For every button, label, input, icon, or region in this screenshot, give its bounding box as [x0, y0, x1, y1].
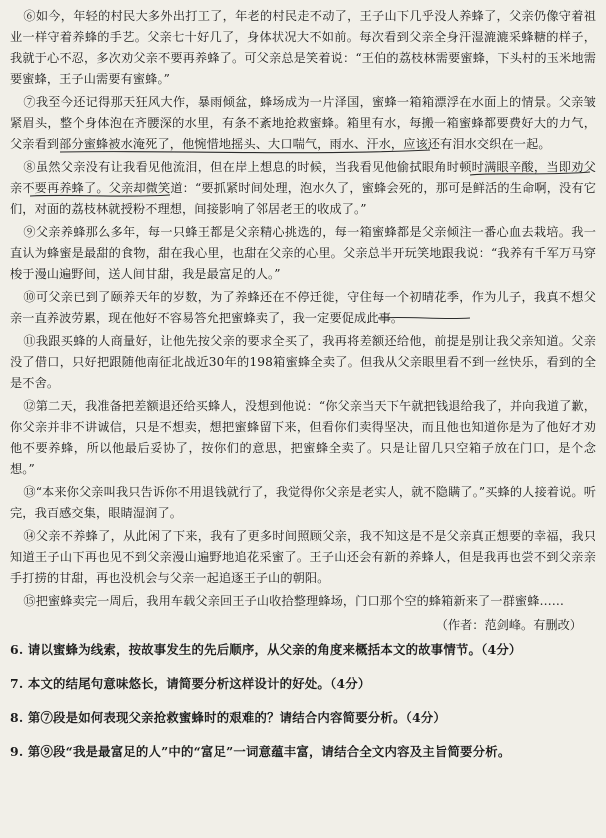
question-8: 8. 第⑦段是如何表现父亲抢救蜜蜂时的艰难的？请结合内容简要分析。（4分） — [10, 710, 446, 725]
paragraph-11: ⑪我跟买蜂的人商量好，让他先按父亲的要求全买了，我再将差额还给他，前提是别让我父亲知道。父亲没了借口，只好把跟随他南征北战近30年的198箱蜜蜂全卖了。但我从父亲眼里看不到一丝快乐，看到的全是不舍。 — [10, 334, 596, 390]
question-9: 9. 第⑨段“我是最富足的人”中的“富足”一词意蕴丰富，请结合全文内容及主旨简要分析。 — [10, 744, 511, 759]
question-6: 6. 请以蜜蜂为线索，按故事发生的先后顺序，从父亲的角度来概括本文的故事情节。（4分） — [10, 642, 522, 657]
paragraph-15: ⑮把蜜蜂卖完一周后，我用车载父亲回王子山收拾整理蜂场，门口那个空的蜂箱新来了一群蜜蜂…… — [23, 594, 565, 608]
reading-passage — [10, 6, 596, 636]
question-7: 7. 本文的结尾句意味悠长，请简要分析这样设计的好处。（4分） — [10, 676, 371, 691]
paragraph-9: ⑨父亲养蜂那么多年，每一只蜂王都是父亲精心挑选的，每一箱蜜蜂都是父亲倾注一番心血去栽培。我一直认为蜂蜜是最甜的食物，甜在我心里，也甜在父亲的心里。父亲总半开玩笑地跟我说：“我养有千军万马穿梭于漫山遍野间，送人间甘甜，我是最富足的人。” — [10, 225, 596, 281]
paragraph-13: ⑬“本来你父亲叫我只告诉你不用退钱就行了，我觉得你父亲是老实人，就不隐瞒了。”买蜂的人接着说。听完，我百感交集，眼睛湿润了。 — [10, 485, 596, 520]
paragraph-12: ⑫第二天，我准备把差额退还给买蜂人，没想到他说：“你父亲当天下午就把钱退给我了，并向我道了歉，你父亲并非不讲诚信，只是不想卖，想把蜜蜂留下来，但看你们卖得坚决，而且他也知道你是为了他好才劝他不要养蜂，所以他最后妥协了，按你们的意思，把蜜蜂全卖了。只是让留几只空箱子放在门口，是个念想。” — [10, 399, 596, 476]
paragraph-7: ⑦我至今还记得那天狂风大作，暴雨倾盆，蜂场成为一片泽国，蜜蜂一箱箱漂浮在水面上的情景。父亲皱紧眉头，整个身体泡在齐腰深的水里，有条不紊地抢救蜜蜂。箱里有水，每搬一箱蜜蜂都要费好大的力气，父亲看到部分蜜蜂被水淹死了，他惋惜地摇头、大口喘气，雨水、汗水，应该还有泪水交织在一起。 — [10, 95, 596, 151]
paragraph-6: ⑥如今，年轻的村民大多外出打工了，年老的村民走不动了，王子山下几乎没人养蜂了，父亲仍像守着祖业一样守着养蜂的手艺。父亲七十好几了，身体状况大不如前。每次看到父亲全身汗湿漉漉采蜂糖的样子，我就于心不忍，多次劝父亲不要再养蜂了。可父亲总是笑着说：“王伯的荔枝林需要蜜蜂，下头村的玉米地需要蜜蜂，王子山需要有蜜蜂。” — [10, 9, 596, 86]
question-list — [10, 640, 596, 762]
paragraph-14: ⑭父亲不养蜂了，从此闲了下来，我有了更多时间照顾父亲，我不知这是不是父亲真正想要的幸福，我只知道王子山下再也见不到父亲漫山遍野地追花采蜜了。王子山还会有新的养蜂人，但是我再也尝不到父亲亲手打捞的甘甜，再也没机会与父亲一起追逐王子山的朝阳。 — [10, 529, 596, 585]
author-credit: （作者：范剑峰。有删改） — [435, 618, 582, 632]
paragraph-10: ⑩可父亲已到了颐养天年的岁数，为了养蜂还在不停迁徙，守住每一个初晴花季，作为儿子，我真不想父亲一直养波劳累，现在他好不容易答允把蜜蜂卖了，我一定要促成此事。 — [10, 290, 596, 325]
paragraph-8: ⑧虽然父亲没有让我看见他流泪，但在岸上想息的时候，当我看见他偷拭眼角时顿时满眼辛酸，当即劝父亲不要再养蜂了。父亲却微笑道：“要抓紧时间处理，泡水久了，蜜蜂会死的，那可是鲜活的生命啊，没有它们，对面的荔枝林就授粉不理想，间接影响了邻居老王的收成了。” — [10, 160, 596, 216]
